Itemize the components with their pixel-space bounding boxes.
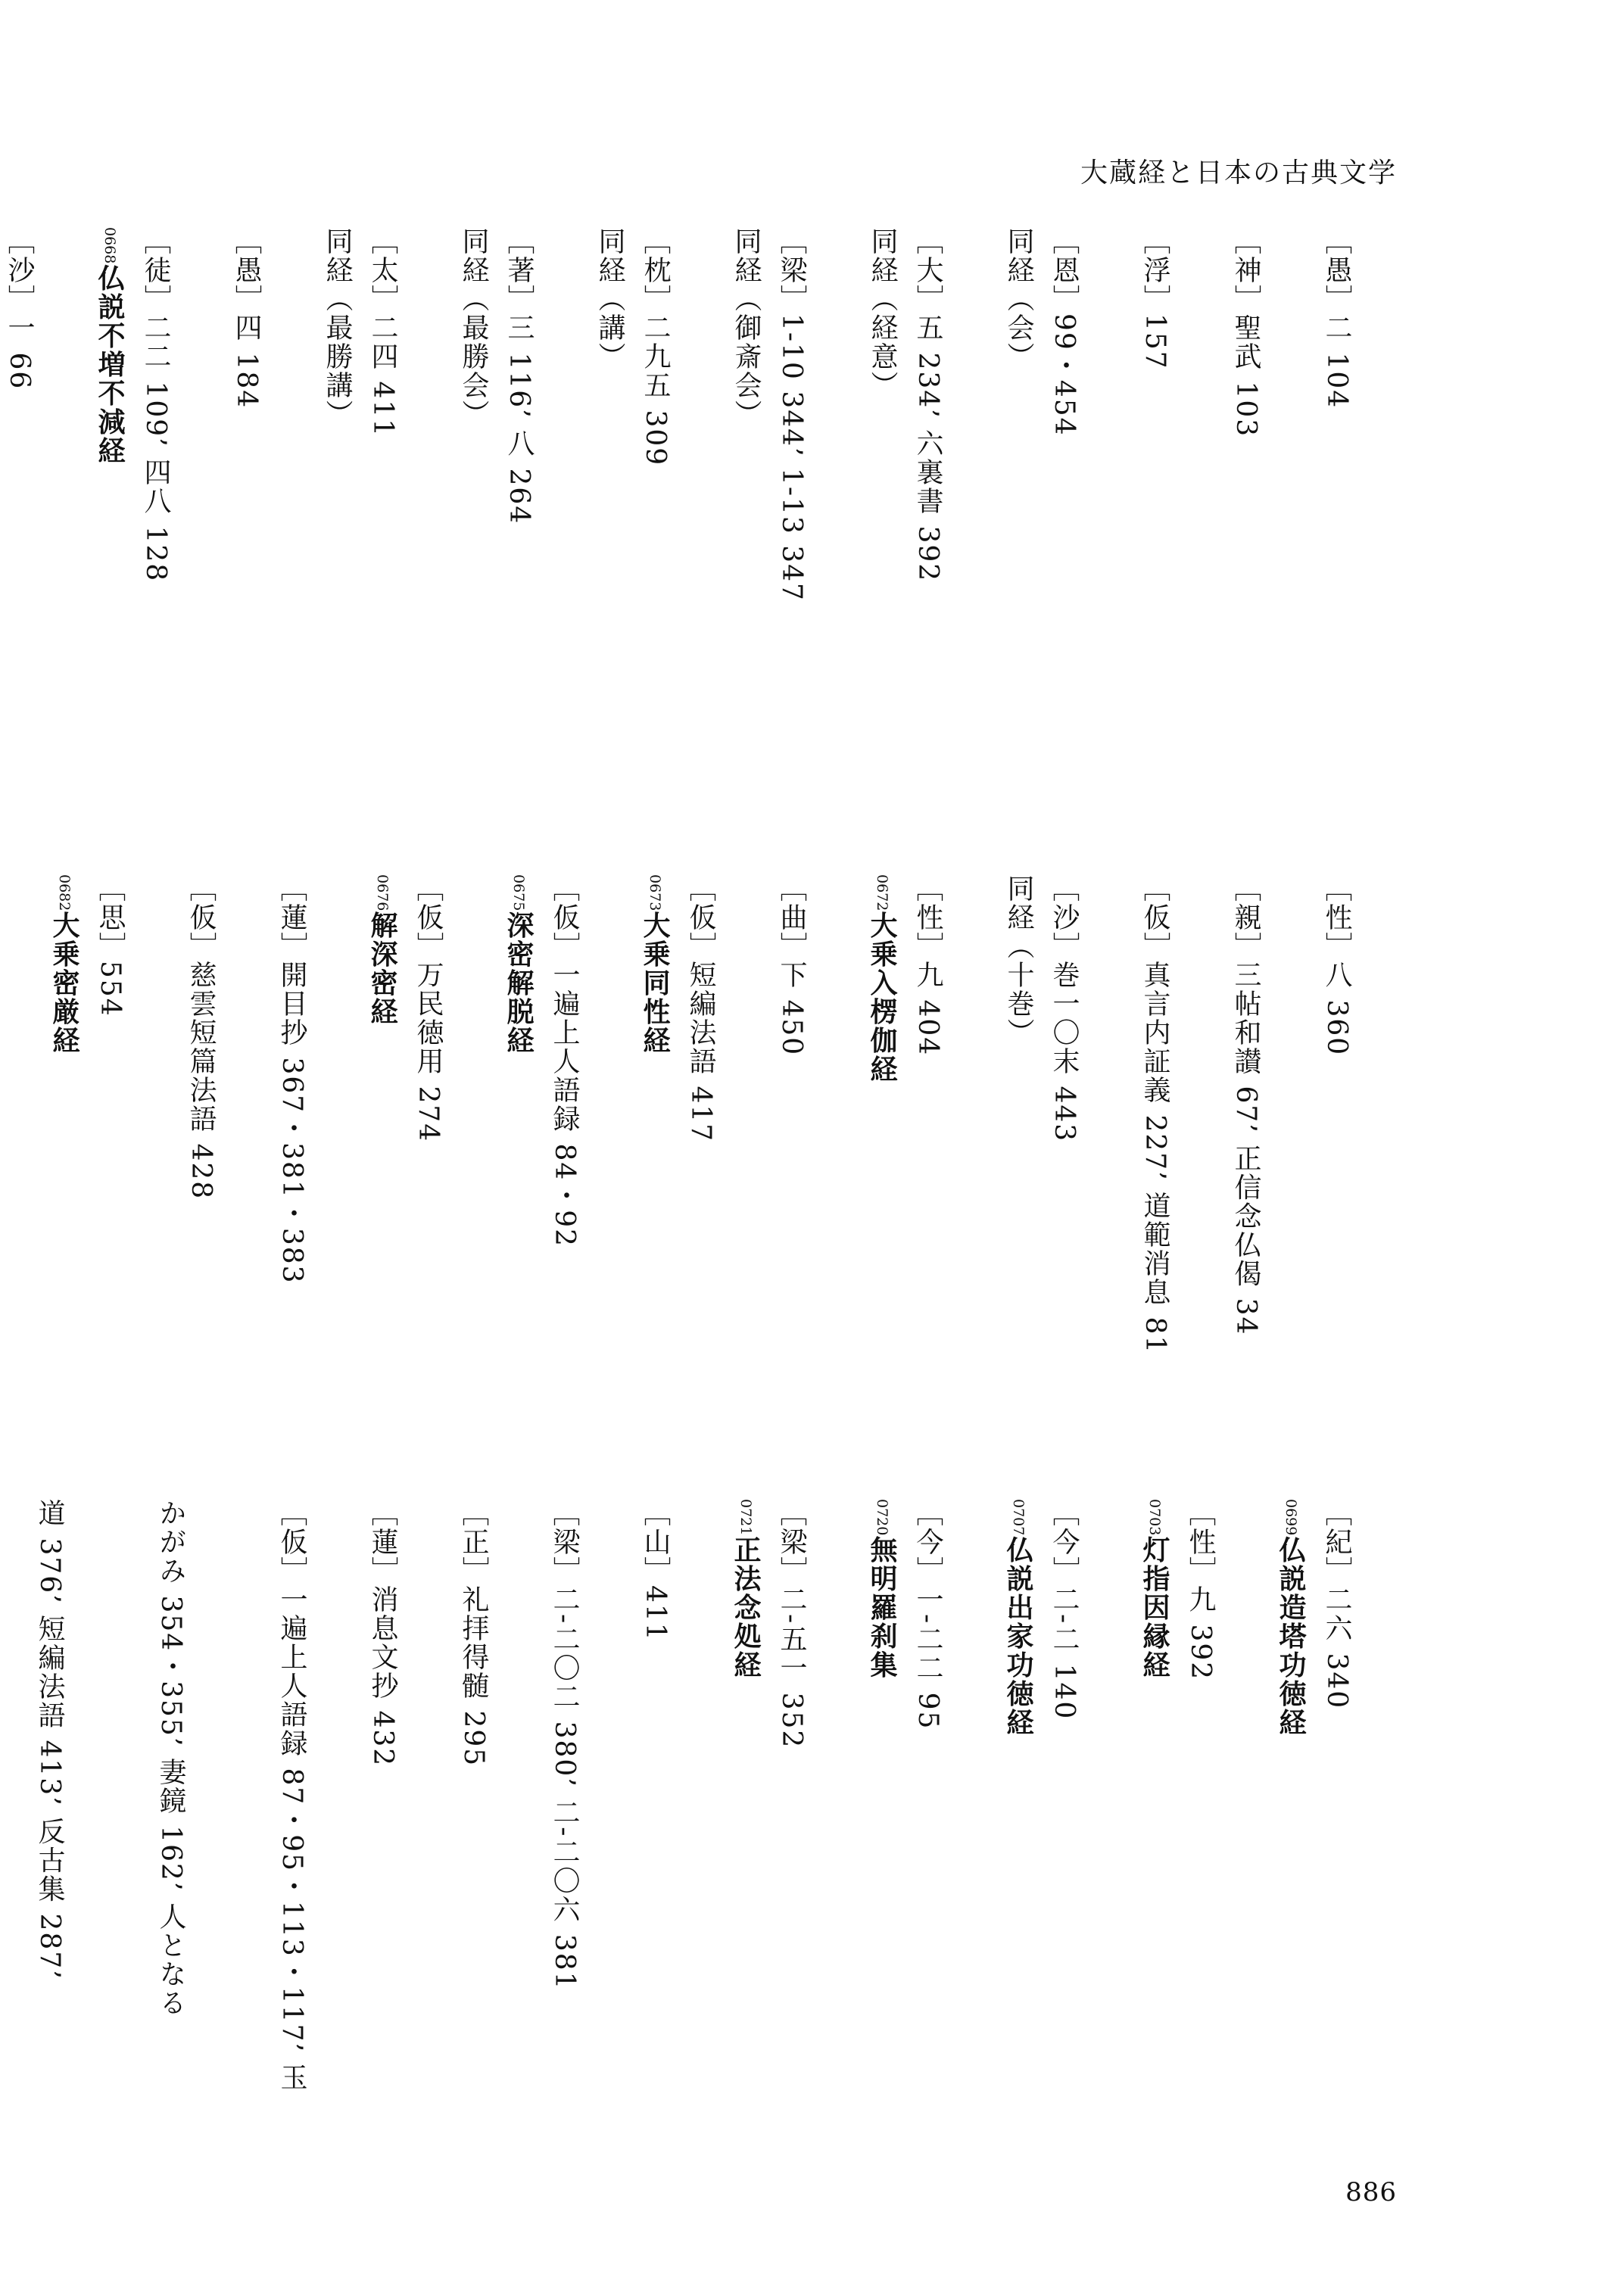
sutra-heading [1268,1499,1314,2195]
citation-line: ［大］五 234’ 六裏書 392 [912,227,943,583]
citation-line: ［性］九 392 [1185,1499,1216,1681]
citation-line: ［性］八 360 [1321,874,1352,1057]
sutra-number: 0721 [737,1499,754,1536]
sutra-number: 0675 [510,874,527,911]
citation-line: ［蓮］消息文抄 432 [367,1499,398,1768]
sutra-title: 仏説不増不減経 [94,263,126,466]
sutra-number: 0720 [874,1499,890,1536]
sutra-title: 仏説造塔功徳経 [1275,1535,1307,1737]
citation-continuation: かがみ 354・355’ 妻鏡 162’ 人となる [155,1499,186,2017]
sutra-title: 正法念処経 [730,1535,762,1680]
sutra-number: 0672 [874,874,890,911]
index-block-3 [0,1499,1404,2195]
sutra-title: 大乗密厳経 [48,911,80,1055]
citation-line: ［仮］短編法語 417 [685,874,716,1143]
sutra-title: 大乗入楞伽経 [866,911,898,1084]
citation-line: ［枕］二九五 309 [640,227,671,467]
sub-heading: 同経（会） [1003,227,1034,371]
citation-line: ［正］礼拝得髄 295 [458,1499,489,1768]
sutra-title: 解深密経 [366,911,398,1027]
citation-line: ［梁］二-二〇二 380’ 二-二〇六 381 [549,1499,580,1991]
sutra-heading [1132,1499,1177,2195]
citation-continuation: 道 376’ 短編法語 413’ 反古集 287’ [34,1499,65,1980]
citation-line: ［曲］下 450 [776,874,807,1057]
citation-line: ［徒］二二 109’ 四八 128 [140,227,171,583]
sutra-title: 灯指因縁経 [1139,1535,1170,1680]
citation-line: ［梁］1-10 344’ 1-13 347 [776,227,807,602]
citation-line: ［思］554 [95,874,126,1017]
sutra-title: 深密解脱経 [503,911,535,1055]
sutra-heading [996,1499,1041,2195]
citation-line: ［蓮］開目抄 367・381・383 [276,874,307,1285]
sutra-number: 0673 [647,874,663,911]
citation-line: ［沙］一 66 [4,227,35,391]
citation-line: ［仮］慈雲短篇法語 428 [185,874,217,1201]
sutra-number: 0703 [1146,1499,1163,1536]
citation-line: ［愚］四 184 [231,227,262,410]
citation-line: ［今］一-二二 95 [912,1499,943,1731]
sutra-number: 0707 [1010,1499,1027,1536]
sub-heading: 同経（十巻） [1003,874,1034,1047]
sutra-number: 0676 [374,874,391,911]
citation-line: ［山］411 [640,1499,671,1642]
sutra-title: 大乗同性経 [639,911,671,1055]
citation-line: ［恩］99・454 [1049,227,1080,437]
sub-heading: 同経（最勝会） [458,227,489,428]
sutra-number: 0682 [56,874,73,911]
citation-line: ［仮］一遍上人語録 87・95・113・117’ 玉 [276,1499,307,2092]
citation-line: ［仮］一遍上人語録 84・92 [549,874,580,1248]
citation-line: ［梁］二-五一 352 [776,1499,807,1749]
citation-line: ［今］二-二 140 [1049,1499,1080,1721]
sutra-number: 0668 [101,227,118,264]
citation-line: ［仮］万民徳用 274 [413,874,444,1143]
citation-line: ［神］聖武 103 [1230,227,1261,438]
sutra-number: 0699 [1283,1499,1299,1536]
citation-line: ［浮］157 [1139,227,1170,370]
citation-line: ［親］三帖和讃 67’ 正信念仏偈 34 [1230,874,1261,1336]
citation-line: ［著］三 116’ 八 264 [503,227,535,525]
citation-line: ［太］二四 411 [367,227,398,438]
sub-heading: 同経（御斎会） [731,227,762,428]
citation-continuation [0,1499,26,2195]
sutra-title: 無明羅刹集 [866,1535,898,1680]
running-head: 大蔵経と日本の古典文学 [1080,157,1397,188]
sub-heading: 同経（最勝講） [322,227,353,428]
citation-line: ［沙］巻一〇末 443 [1049,874,1080,1143]
sutra-title: 仏説出家功徳経 [1002,1535,1034,1737]
sub-heading: 同経（経意） [867,227,898,400]
sutra-heading [723,1499,768,2195]
citation-line: ［紀］二六 340 [1321,1499,1352,1710]
citation-line: ［性］九 404 [912,874,943,1057]
citation-line: ［愚］二 104 [1321,227,1352,410]
sutra-heading [859,1499,905,2195]
page-number: 886 [1345,2177,1397,2207]
sub-heading: 同経（講） [594,227,625,371]
citation-line: ［仮］真言内証義 227’ 道範消息 81 [1139,874,1170,1355]
